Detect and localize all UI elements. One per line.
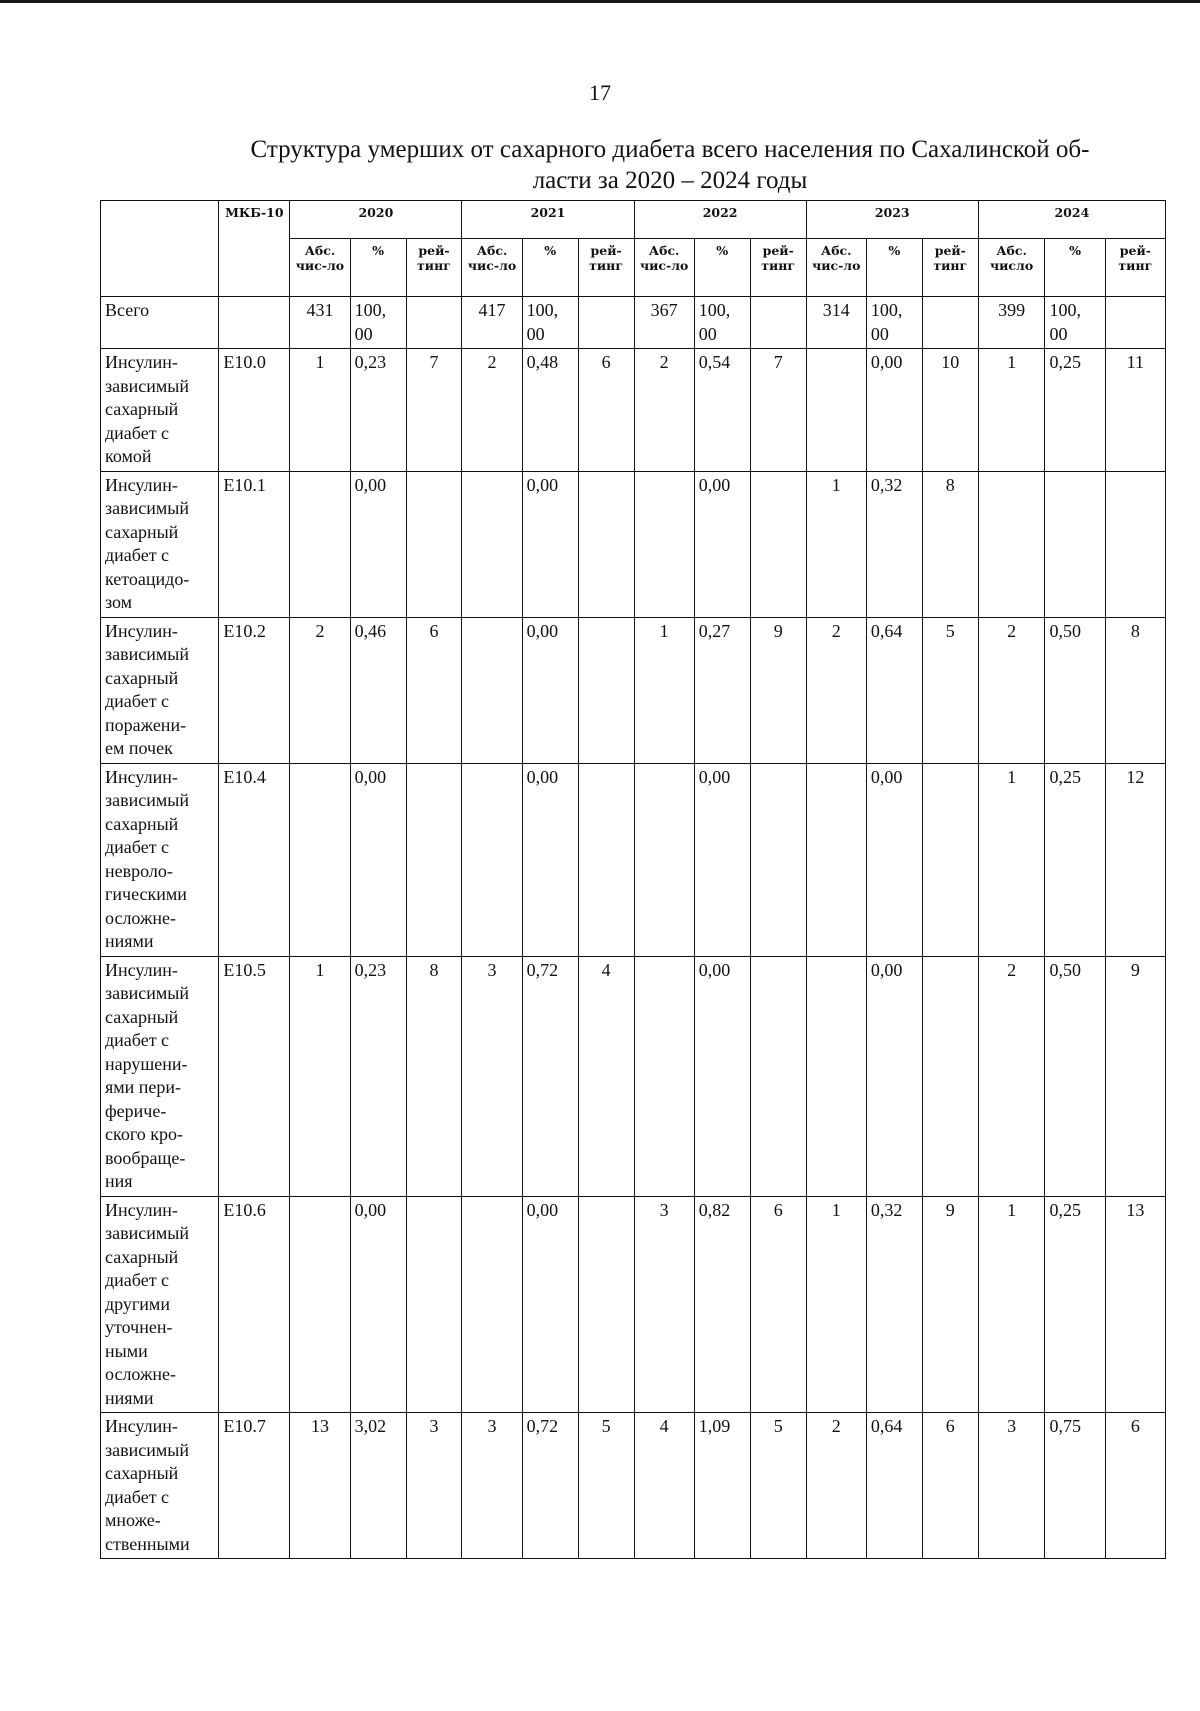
header-abs: Абс. чис-ло bbox=[806, 239, 866, 297]
cell-rank: 6 bbox=[750, 1196, 806, 1413]
row-label: Инсулин- зависимый сахарный диабет с невроло- гическими осложне- ниями bbox=[101, 763, 219, 956]
cell-rank: 5 bbox=[750, 1413, 806, 1559]
cell-abs: 1 bbox=[634, 617, 694, 763]
cell-abs: 1 bbox=[978, 349, 1045, 472]
cell-percent: 0,82 bbox=[694, 1196, 750, 1413]
cell-rank: 9 bbox=[750, 617, 806, 763]
cell-percent: 0,25 bbox=[1045, 763, 1105, 956]
cell-percent: 0,46 bbox=[350, 617, 406, 763]
cell-abs: 3 bbox=[978, 1413, 1045, 1559]
header-abs: Абс. чис-ло bbox=[462, 239, 522, 297]
cell-abs bbox=[806, 956, 866, 1196]
cell-rank: 9 bbox=[922, 1196, 978, 1413]
cell-percent: 0,00 bbox=[522, 617, 578, 763]
cell-abs bbox=[634, 763, 694, 956]
cell-rank bbox=[578, 763, 634, 956]
cell-abs: 2 bbox=[290, 617, 350, 763]
cell-percent: 0,00 bbox=[866, 956, 922, 1196]
cell-percent: 0,75 bbox=[1045, 1413, 1105, 1559]
table-body bbox=[101, 297, 1166, 1559]
cell-abs bbox=[462, 763, 522, 956]
cell-rank bbox=[406, 297, 462, 349]
cell-abs: 3 bbox=[462, 956, 522, 1196]
cell-rank: 13 bbox=[1105, 1196, 1165, 1413]
cell-abs bbox=[806, 763, 866, 956]
cell-percent: 0,00 bbox=[522, 471, 578, 617]
cell-percent: 0,64 bbox=[866, 617, 922, 763]
cell-rank bbox=[750, 956, 806, 1196]
cell-rank bbox=[406, 763, 462, 956]
cell-abs: 1 bbox=[290, 349, 350, 472]
cell-rank bbox=[750, 471, 806, 617]
cell-percent: 3,02 bbox=[350, 1413, 406, 1559]
cell-rank bbox=[922, 297, 978, 349]
cell-rank: 3 bbox=[406, 1413, 462, 1559]
scan-edge bbox=[0, 0, 1200, 3]
cell-rank bbox=[406, 1196, 462, 1413]
cell-abs: 367 bbox=[634, 297, 694, 349]
table-row bbox=[101, 1196, 1166, 1413]
table-row bbox=[101, 471, 1166, 617]
cell-abs bbox=[806, 349, 866, 472]
cell-rank: 9 bbox=[1105, 956, 1165, 1196]
row-label: Инсулин- зависимый сахарный диабет с поражени- ем почек bbox=[101, 617, 219, 763]
cell-abs: 4 bbox=[634, 1413, 694, 1559]
cell-percent: 0,72 bbox=[522, 956, 578, 1196]
cell-rank: 5 bbox=[922, 617, 978, 763]
row-icd-code: E10.0 bbox=[219, 349, 290, 472]
cell-rank: 6 bbox=[922, 1413, 978, 1559]
cell-abs bbox=[978, 471, 1045, 617]
row-label: Инсулин- зависимый сахарный диабет с другими уточнен- ными осложне- ниями bbox=[101, 1196, 219, 1413]
cell-percent: 0,27 bbox=[694, 617, 750, 763]
cell-rank: 6 bbox=[406, 617, 462, 763]
table-row bbox=[101, 297, 1166, 349]
cell-abs: 2 bbox=[978, 617, 1045, 763]
cell-abs: 314 bbox=[806, 297, 866, 349]
cell-percent: 0,00 bbox=[350, 763, 406, 956]
cell-rank: 8 bbox=[1105, 617, 1165, 763]
cell-rank: 8 bbox=[406, 956, 462, 1196]
header-abs: Абс. чис-ло bbox=[634, 239, 694, 297]
header-year: 2020 bbox=[290, 201, 462, 239]
cell-abs bbox=[290, 763, 350, 956]
cell-rank bbox=[578, 471, 634, 617]
cell-rank bbox=[578, 1196, 634, 1413]
cell-percent: 0,72 bbox=[522, 1413, 578, 1559]
cell-rank: 10 bbox=[922, 349, 978, 472]
header-rank: рей-тинг bbox=[578, 239, 634, 297]
cell-abs: 1 bbox=[806, 471, 866, 617]
cell-abs: 1 bbox=[290, 956, 350, 1196]
title-line-2: ласти за 2020 – 2024 годы bbox=[532, 167, 808, 194]
cell-percent: 0,50 bbox=[1045, 956, 1105, 1196]
cell-abs: 399 bbox=[978, 297, 1045, 349]
cell-percent: 0,00 bbox=[694, 956, 750, 1196]
row-label: Инсулин- зависимый сахарный диабет с комой bbox=[101, 349, 219, 472]
header-rank: рей-тинг bbox=[1105, 239, 1165, 297]
header-percent: % bbox=[350, 239, 406, 297]
cell-rank bbox=[750, 297, 806, 349]
cell-percent: 0,32 bbox=[866, 1196, 922, 1413]
cell-rank bbox=[578, 297, 634, 349]
cell-abs: 13 bbox=[290, 1413, 350, 1559]
cell-rank: 4 bbox=[578, 956, 634, 1196]
header-year: 2024 bbox=[978, 201, 1165, 239]
cell-rank: 7 bbox=[406, 349, 462, 472]
cell-abs bbox=[290, 471, 350, 617]
cell-percent: 0,00 bbox=[522, 1196, 578, 1413]
cell-abs bbox=[290, 1196, 350, 1413]
cell-percent: 0,48 bbox=[522, 349, 578, 472]
header-rank: рей-тинг bbox=[406, 239, 462, 297]
cell-abs: 2 bbox=[634, 349, 694, 472]
cell-abs bbox=[634, 956, 694, 1196]
header-abs: Абс. чис-ло bbox=[290, 239, 350, 297]
cell-percent: 100, 00 bbox=[350, 297, 406, 349]
cell-percent: 0,25 bbox=[1045, 1196, 1105, 1413]
row-icd-code: E10.4 bbox=[219, 763, 290, 956]
cell-abs: 3 bbox=[462, 1413, 522, 1559]
row-icd-code bbox=[219, 297, 290, 349]
cell-abs: 2 bbox=[978, 956, 1045, 1196]
row-label: Инсулин- зависимый сахарный диабет с множе- ственными bbox=[101, 1413, 219, 1559]
document-title bbox=[180, 134, 1160, 196]
cell-abs: 1 bbox=[806, 1196, 866, 1413]
header-year: 2023 bbox=[806, 201, 978, 239]
cell-rank: 7 bbox=[750, 349, 806, 472]
cell-rank bbox=[1105, 297, 1165, 349]
cell-percent: 0,23 bbox=[350, 349, 406, 472]
cell-abs bbox=[462, 471, 522, 617]
cell-abs: 1 bbox=[978, 1196, 1045, 1413]
cell-abs: 417 bbox=[462, 297, 522, 349]
cell-percent: 0,00 bbox=[694, 763, 750, 956]
table-row bbox=[101, 1413, 1166, 1559]
cell-rank: 11 bbox=[1105, 349, 1165, 472]
table-header bbox=[101, 201, 1166, 297]
cell-percent: 0,50 bbox=[1045, 617, 1105, 763]
cell-percent: 0,32 bbox=[866, 471, 922, 617]
cell-rank bbox=[922, 763, 978, 956]
cell-percent bbox=[1045, 471, 1105, 617]
cell-abs bbox=[462, 617, 522, 763]
row-icd-code: E10.1 bbox=[219, 471, 290, 617]
cell-percent: 0,54 bbox=[694, 349, 750, 472]
cell-percent: 0,00 bbox=[866, 349, 922, 472]
cell-abs: 2 bbox=[462, 349, 522, 472]
cell-percent: 0,64 bbox=[866, 1413, 922, 1559]
cell-abs: 3 bbox=[634, 1196, 694, 1413]
header-percent: % bbox=[866, 239, 922, 297]
row-label: Инсулин- зависимый сахарный диабет с кетоацидо- зом bbox=[101, 471, 219, 617]
cell-percent: 100, 00 bbox=[694, 297, 750, 349]
table-row bbox=[101, 763, 1166, 956]
header-rank: рей-тинг bbox=[750, 239, 806, 297]
table-row bbox=[101, 349, 1166, 472]
cell-abs bbox=[634, 471, 694, 617]
row-label: Инсулин- зависимый сахарный диабет с нарушени- ями пери- фериче- ского кро- вообраще- ния bbox=[101, 956, 219, 1196]
cell-rank: 6 bbox=[1105, 1413, 1165, 1559]
header-corner-cell bbox=[101, 201, 219, 297]
header-percent: % bbox=[522, 239, 578, 297]
cell-abs: 1 bbox=[978, 763, 1045, 956]
row-icd-code: E10.6 bbox=[219, 1196, 290, 1413]
cell-abs: 2 bbox=[806, 1413, 866, 1559]
table-row bbox=[101, 617, 1166, 763]
cell-rank bbox=[922, 956, 978, 1196]
header-percent: % bbox=[694, 239, 750, 297]
cell-rank: 12 bbox=[1105, 763, 1165, 956]
cell-percent: 0,25 bbox=[1045, 349, 1105, 472]
cell-percent: 0,23 bbox=[350, 956, 406, 1196]
header-year: 2021 bbox=[462, 201, 634, 239]
page-number: 17 bbox=[589, 80, 611, 105]
cell-percent: 1,09 bbox=[694, 1413, 750, 1559]
cell-percent: 100, 00 bbox=[866, 297, 922, 349]
cell-rank: 5 bbox=[578, 1413, 634, 1559]
header-rank: рей-тинг bbox=[922, 239, 978, 297]
row-icd-code: E10.2 bbox=[219, 617, 290, 763]
header-year: 2022 bbox=[634, 201, 806, 239]
mortality-structure-table bbox=[100, 200, 1166, 1559]
cell-rank bbox=[750, 763, 806, 956]
row-icd-code: E10.5 bbox=[219, 956, 290, 1196]
cell-percent: 0,00 bbox=[694, 471, 750, 617]
cell-percent: 0,00 bbox=[522, 763, 578, 956]
header-percent: % bbox=[1045, 239, 1105, 297]
header-row-years bbox=[101, 201, 1166, 239]
title-line-1: Структура умерших от сахарного диабета всего населения по Сахалинской об- bbox=[250, 136, 1090, 163]
cell-abs: 2 bbox=[806, 617, 866, 763]
cell-rank bbox=[406, 471, 462, 617]
cell-rank bbox=[1105, 471, 1165, 617]
row-icd-code: E10.7 bbox=[219, 1413, 290, 1559]
cell-rank: 8 bbox=[922, 471, 978, 617]
header-code: МКБ-10 bbox=[219, 201, 290, 297]
table-row bbox=[101, 956, 1166, 1196]
row-label: Всего bbox=[101, 297, 219, 349]
cell-percent: 100, 00 bbox=[1045, 297, 1105, 349]
cell-percent: 100, 00 bbox=[522, 297, 578, 349]
cell-rank bbox=[578, 617, 634, 763]
cell-abs: 431 bbox=[290, 297, 350, 349]
header-abs: Абс. число bbox=[978, 239, 1045, 297]
cell-percent: 0,00 bbox=[866, 763, 922, 956]
cell-abs bbox=[462, 1196, 522, 1413]
cell-rank: 6 bbox=[578, 349, 634, 472]
cell-percent: 0,00 bbox=[350, 471, 406, 617]
cell-percent: 0,00 bbox=[350, 1196, 406, 1413]
